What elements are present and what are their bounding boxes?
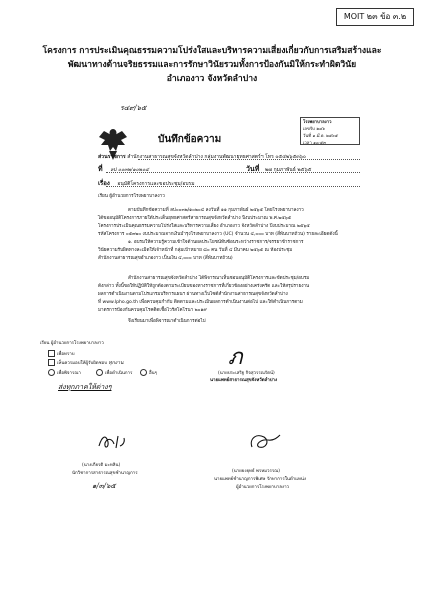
receipt-no-label: เลขรับ [303,126,315,131]
route-option-4 [96,369,132,376]
subject-value: อนุมัติโครงการและขอประชุม/อบรม [117,181,195,187]
ref-row [98,164,149,175]
para2-line: ดังกล่าว ทั้งนี้ขอให้ปฏิบัติให้ถูกต้องตามระเบียบของทางราชการที่เกี่ยวข้องอย่างเคร่งครัด และให้สรุปรายงาน [98,284,310,289]
project-title-line1: โครงการ การประเมินคุณธรรมความโปร่งใสและบริหารความเสี่ยงเกี่ยวกับการเสริมสร้างและ [42,46,382,56]
para2-line: ผลการดำเนินงานตามโปรแกรมบริหารแผนฯ ผ่านทางเว็บไซต์สำนักงานสาธารณสุขจังหวัดลำปาง [98,292,288,297]
date-row [246,164,311,175]
para2-line: สำนักงานสาธารณสุขจังหวัดลำปาง ได้พิจารณาเห็นชอบอนุมัติโครงการและขัดประชุม/อบรม [128,276,310,281]
agency-underline [138,159,360,160]
document-tag: MOIT ๒๓ ข้อ ๓.๒ [336,8,414,26]
paragraph-2 [98,275,364,315]
paragraph-1 [98,207,364,263]
signer-left-name: (นางเกียรติ มะหลิน) [82,463,121,468]
para1-line: ๑. อบรมให้ความรู้ความเข้าใจด้านผลประโยชน์ทับซ้อนระหว่างราชการ/จรรยาข้าราชการ [128,240,304,245]
signer-bottom-title-1: นายแพทย์ชำนาญการพิเศษ รักษาการในตำแหน่ง [214,477,307,482]
agency-label: ส่วนราชการ [98,154,126,160]
signature-left-icon [96,432,136,452]
ref-label: ที่ [98,165,103,173]
para1-line: สำนักงานสาธารณสุขอำเภองาว เป็นเงิน ๔,๐๐๐ บาท (สี่พันบาทถ้วน) [98,256,233,261]
signer-left-date: ๑/๓/๖๕ [92,482,116,490]
signer-right-title: นายแพทย์สาธารณสุขจังหวัดลำปาง [210,378,278,383]
checkbox[interactable] [48,359,55,366]
route-handwritten: ทุกงาน [108,360,124,366]
para1-line: ตามบันทึกข้อความที่ ลป๐๐๓๒/๑๐๒๐๔ ลงวันที่ ๑๑ กุมภาพันธ์ ๒๕๖๕ โดยโรงพยาบาลงาว [128,208,304,213]
route-option-label: เพื่อพิจารณา [57,371,81,376]
para1-line: ได้ขออนุมัติโครงการภายใต้ประเด็นยุทธศาสตร์สาธารณสุขจังหวัดลำปาง ปีงบประมาณ พ.ศ.๒๕๖๕ [98,216,292,221]
signer-right-name: (นายประเสริฐ กิจสุวรรณรัตน์) [218,371,275,376]
date-value: ๒๗ กุมภาพันธ์ ๒๕๖๕ [264,167,312,173]
signer-bottom-name: (นายยงยุทธ์ พรหมวรรณ) [232,469,281,474]
checkbox[interactable] [48,350,55,357]
signature-bottom-icon [246,431,286,453]
receipt-date-label: วันที่ [303,133,311,138]
date-label: วันที่ [246,165,260,173]
ref-value: ลป ๐๐๓๒/๑๐๒๐๔ [110,167,149,173]
ref-underline [106,172,360,173]
radio[interactable] [48,369,55,376]
closing: จึงเรียนมาเพื่อพิจารณาดำเนินการต่อไป [128,319,206,324]
route-option-label: เพื่อดำเนินการ [105,371,133,376]
memo-title: บันทึกข้อความ [158,134,222,145]
agency-value: สำนักงานสาธารณสุขจังหวัดลำปาง กลุ่มงานพัฒนายุทธศาสตร์ฯ โทร ๐๕๔๒๖๕๓๖๐ [127,154,306,160]
receipt-stamp-org: โรงพยาบาลงาว [303,119,332,124]
radio[interactable] [140,369,147,376]
route-option-label: อื่นๆ [149,371,157,376]
signature-mark: ภ [228,345,243,370]
para2-line: มาตรการป้องกันควบคุมโรคติดเชื้อไวรัสโคโรนา ๒๐๑๙ [98,308,207,313]
project-title-line3: อำเภองาว จังหวัดลำปาง [166,74,258,84]
radio[interactable] [96,369,103,376]
para2-line: ที่ www.lpho.go.th เพื่อควบคุมกำกับ ติดตามและประเมินผลการดำเนินงานต่อไป และให้ดำเนินการตาม [98,300,303,305]
project-title-line2: พัฒนาทางด้านจริยธรรมและการรักษาวินัยรวมทั้งการป้องกันมิให้กระทำผิดวินัย [67,60,357,70]
receipt-date: ๑ มี.ค. ๒๕๖๕ [312,133,338,138]
para1-line: โครงการประเมินคุณธรรมความโปร่งใสและบริหารความเสี่ยง อำเภองาว จังหวัดลำปาง ปีงบประมาณ ๒๕๖๕ [98,224,310,229]
route-handwritten-note: ส่งทุกภาคให้ต่างๆ [58,383,112,391]
route-option-1 [48,350,75,357]
para1-line: รหัสโครงการ ๐๕๓๒๐ งบประมาณจากเงินบำรุงโรงพยาบาลงาว (UC) จำนวน ๔,๐๐๐ บาท (สี่พันบาทถ้วน) รายละเอียดดังนี้ [98,232,338,237]
route-option-5 [140,369,157,376]
handwritten-note: ร๔๙/๖๕ [120,104,147,112]
para1-line: วินัยความรับผิดทางละเมิดให้เจ้าหน้าที่ กลุ่มเป้าหมาย ๘๐ คน วันที่ ๔ มีนาคม ๒๕๖๕ ณ ห้องประชุม [98,248,293,253]
signer-bottom-title-2: ผู้อำนวยการโรงพยาบาลงาว [236,485,290,490]
receipt-no: ๒๔๖ [316,126,325,131]
receipt-time-label: เวลา [303,140,312,145]
route-option-label: เห็นควรมอบให้ผู้รับผิดชอบ [57,361,108,366]
route-to: เรียน ผู้อำนวยการโรงพยาบาลงาว [40,341,104,346]
subject-label: เรื่อง [98,180,110,187]
subject-underline [106,186,360,187]
route-option-3 [48,369,81,376]
receipt-stamp [300,117,360,145]
receipt-time: ๑๐:๕๓ [313,140,326,145]
route-option-label: เพื่อทราบ [57,352,75,357]
salutation: เรียน ผู้อำนวยการโรงพยาบาลงาว [98,194,165,199]
signer-left-title: นักวิชาการสาธารณสุขชำนาญการ [72,471,138,476]
route-option-2 [48,359,123,367]
